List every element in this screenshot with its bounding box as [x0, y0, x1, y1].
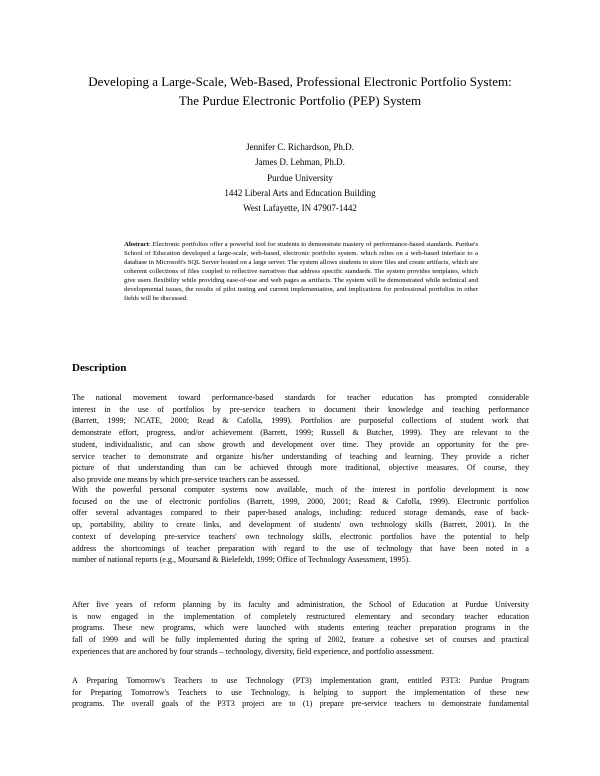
text-line: offer several advantages compared to their paper-based analogs, including: reduced storage demands, ease of back- [72, 508, 529, 518]
text-line: number of national reports (e.g., Moursand & Bielefeldt, 1999; Office of Technology Assessment, 1995). [72, 555, 411, 565]
paragraph-1 [72, 392, 529, 486]
text-line: service teacher to demonstrate and organize his/her understanding of teaching and learning. They provide a richer [72, 451, 529, 461]
address-line-2: West Lafayette, IN 47907-1442 [243, 203, 357, 214]
text-line: context of developing pre-service teachers' own technology skills, electronic portfolios have the potential to help [72, 531, 529, 541]
text-line: is now engaged in the implementation of completely restructured elementary and secondary teacher education [72, 611, 529, 621]
text-line: programs. The overall goals of the P3T3 project are to (1) prepare pre-service teachers to demonstrate fundamental [72, 699, 529, 709]
text-line: experiences that are anchored by four strands – technology, diversity, field experience, and portfolio assessment. [72, 646, 434, 656]
text-line: The national movement toward performance-based standards for teacher education has prompted considerable [72, 393, 529, 402]
text-line: picture of that understanding than can be achieved through more traditional, objective measures. Of course, they [72, 463, 529, 473]
text-line: focused on the use of electronic portfolios (Barrett, 1999, 2000, 2001; Read & Cafolla, 1999). Electronic portfolios [72, 496, 529, 506]
paper-title [40, 72, 560, 110]
text-line: interest in the use of portfolios by pre-service teachers to document their knowledge and teaching performance [72, 404, 529, 414]
text-line: demonstrate effort, progress, and/or achievement (Barrett, 1999; Russell & Butcher, 1999). They are relevant to the [72, 428, 529, 438]
author-block [100, 140, 500, 216]
text-line: fall of 1999 and will be fully implemented during the spring of 2002, feature a cohesive set of courses and practical [72, 635, 529, 645]
abstract-label: Abstract [124, 241, 149, 248]
author-name-1: Jennifer C. Richardson, Ph.D. [246, 142, 354, 152]
section-heading: Description [72, 362, 127, 374]
text-line: (Barrett, 1999; NCATE, 2000; Read & Cafolla, 1999). Portfolios are purposeful collections of student work that [72, 416, 529, 426]
paragraph-2 [72, 484, 529, 566]
text-line: With the powerful personal computer systems now available, much of the interest in portfolio development is now [72, 485, 529, 494]
abstract [124, 240, 478, 303]
text-line: student, individualistic, and can show growth and development over time. They provide an opportunity for the pre- [72, 439, 529, 449]
text-line: for Preparing Tomorrow's Teachers to use Technology, is helping to support the implementation of these new [72, 687, 529, 697]
text-line: programs. These new programs, which were launched with students entering teacher preparation programs in the [72, 623, 529, 633]
author-name-2: James D. Lehman, Ph.D. [255, 157, 345, 168]
text-line: also provide one means by which pre-service teachers can be assessed. [72, 474, 300, 484]
abstract-text: : Electronic portfolios offer a powerful tool for students to demonstrate mastery of performance-based standards. Purdue's School of Education developed a large-scale, web-based, electronic portfolio system. which relies on a web-based interface to a database in Microsoft's SQL Server hosted on a large server. The system allows students to store files and create artifacts, which are coherent collections of files coupled to reflective narratives that address specific standards. The system provides templates, which give users flexibility while providing ease-of-use and web pages as artifacts. The system will be demonstrated while technical and developmental issues, the results of pilot testing and current implementation, and implications for professional portfolios in other fields will be discussed. [124, 241, 478, 303]
address-line-1: 1442 Liberal Arts and Education Building [224, 187, 376, 198]
paragraph-3 [72, 599, 529, 658]
text-line: A Preparing Tomorrow's Teachers to use Technology (PT3) implementation grant, entitled P3T3: Purdue Program [72, 676, 529, 685]
text-line: After five years of reform planning by its faculty and administration, the School of Education at Purdue University [72, 600, 529, 609]
title-line-2: The Purdue Electronic Portfolio (PEP) System [178, 93, 422, 108]
affiliation: Purdue University [267, 172, 333, 183]
text-line: up, portability, ability to create links, and development of students' own technology skills (Barrett, 2001). In the [72, 520, 529, 530]
paragraph-4 [72, 675, 529, 710]
text-line: address the shortcomings of teacher preparation with regard to the use of technology that have been noted in a [72, 543, 529, 553]
title-line-1: Developing a Large-Scale, Web-Based, Professional Electronic Portfolio System: [88, 74, 512, 89]
